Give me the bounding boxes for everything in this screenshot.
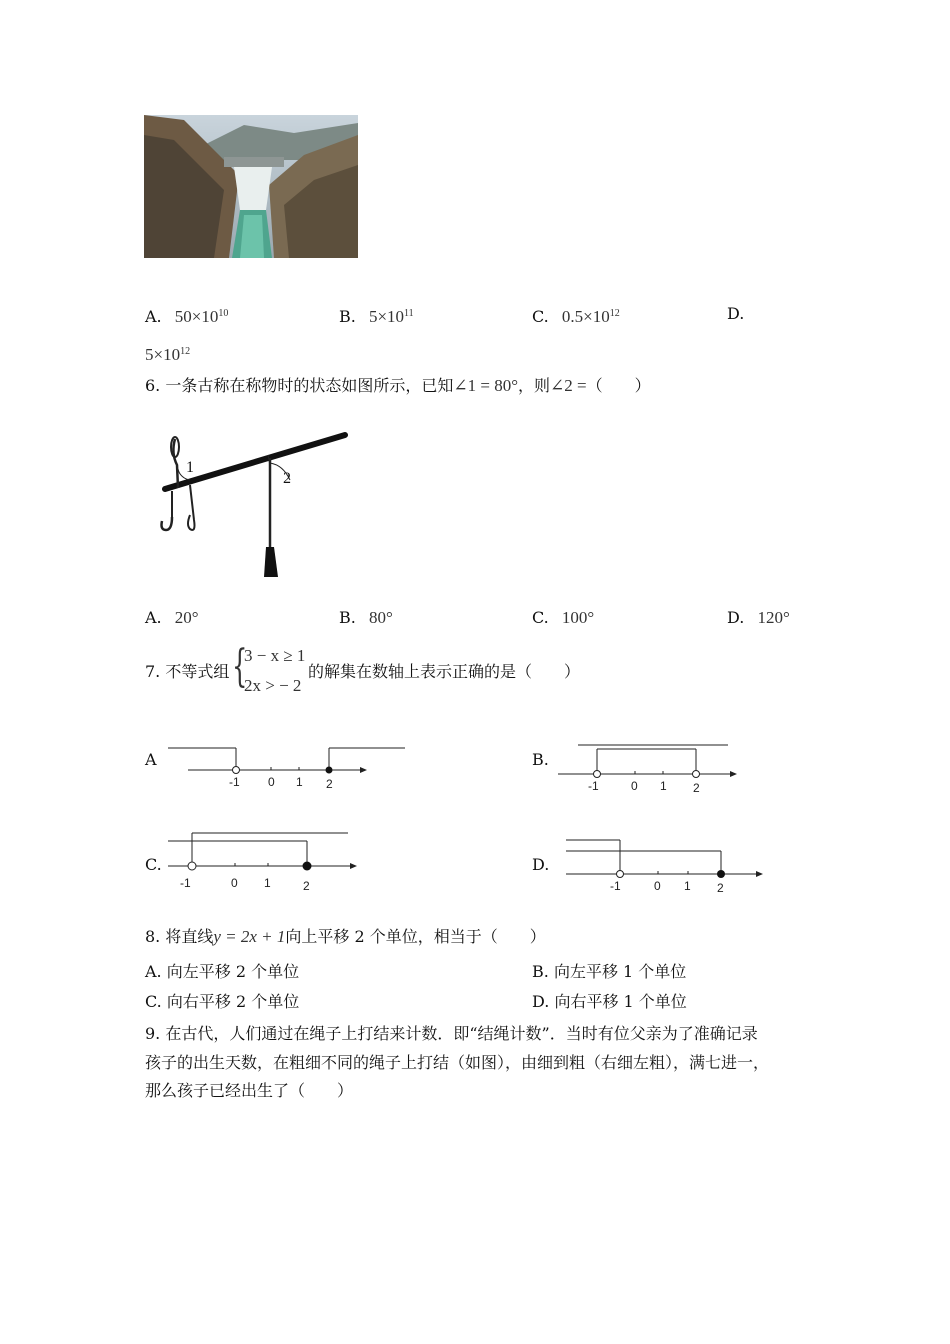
q6-option-b[interactable]: B. 80° [339,608,393,627]
svg-text:2: 2 [693,781,700,795]
q8-stem: 8. 将直线y = 2x + 1向上平移 2 个单位，相当于（ ） [145,927,546,946]
q7-option-c-label[interactable]: C. [145,855,162,874]
option-value: $0.5\times 10^{12}$ [561,307,620,326]
steelyard-figure [150,425,360,589]
svg-text:-1: -1 [180,876,191,890]
svg-text:-1: -1 [588,779,599,793]
svg-text:1: 1 [660,779,667,793]
q9-line-2: 孩子的出生天数，在粗细不同的绳子上打结（如图），由细到粗（右细左粗），满七进一， [145,1053,770,1072]
svg-text:1: 1 [186,459,194,476]
svg-text:0: 0 [231,876,238,890]
svg-text:1: 1 [296,775,303,789]
option-value: $50\times 10^{10}$ [174,307,229,326]
q7-stem-prefix: 7. 不等式组 [145,662,230,681]
q7-option-b-numberline[interactable] [550,737,750,801]
svg-text:-1: -1 [610,879,621,893]
q8-option-a[interactable]: A. 向左平移 2 个单位 [145,962,300,981]
q7-stem-suffix: 的解集在数轴上表示正确的是（ ） [308,662,581,681]
q7-option-a-label[interactable]: A [145,750,157,769]
brace-icon: { [232,641,248,692]
q6-option-a[interactable]: A. 20° [145,608,199,627]
q6-option-d[interactable]: D. 120° [727,608,790,627]
q7-inequality-2: 2x > − 2 [244,676,302,695]
q5-option-c[interactable] [532,304,620,327]
svg-text:2: 2 [326,777,333,791]
q8-option-b[interactable]: B. 向左平移 1 个单位 [532,962,687,981]
q5-option-d-value: $5\times 10^{12}$ [145,345,191,364]
svg-text:0: 0 [631,779,638,793]
option-value: $5\times 10^{11}$ [368,307,414,326]
svg-text:0: 0 [654,879,661,893]
svg-text:2: 2 [303,879,310,893]
svg-text:2: 2 [717,881,724,895]
svg-text:2: 2 [283,470,291,487]
q5-option-b[interactable] [339,304,414,327]
svg-text:-1: -1 [229,775,240,789]
q6-stem: 6. 一条古称在称物时的状态如图所示，已知∠1 = 80°，则∠2 =（ ） [145,376,651,395]
q6-option-c[interactable]: C. 100° [532,608,595,627]
q8-option-c[interactable]: C. 向右平移 2 个单位 [145,992,300,1011]
q9-line-3: 那么孩子已经出生了（ ） [145,1081,354,1100]
option-label: A. [145,307,162,326]
q5-option-d-label[interactable]: D. [727,304,745,323]
q8-option-d[interactable]: D. 向右平移 1 个单位 [532,992,687,1011]
svg-text:1: 1 [264,876,271,890]
q7-option-d-numberline[interactable] [560,832,770,901]
q7-option-c-numberline[interactable] [162,826,362,900]
q7-option-a-numberline[interactable] [160,740,410,799]
q9-line-1: 9. 在古代，人们通过在绳子上打结来计数．即“结绳计数”．当时有位父亲为了准确记录 [145,1024,758,1043]
dam-photo [144,115,358,258]
q7-inequality-1: 3 − x ≥ 1 [244,646,306,665]
q5-option-a[interactable] [145,304,228,327]
option-label: B. [339,307,356,326]
q7-option-b-label[interactable]: B. [532,750,549,769]
svg-text:0: 0 [268,775,275,789]
q7-option-d-label[interactable]: D. [532,855,550,874]
svg-text:1: 1 [684,879,691,893]
option-label: C. [532,307,549,326]
